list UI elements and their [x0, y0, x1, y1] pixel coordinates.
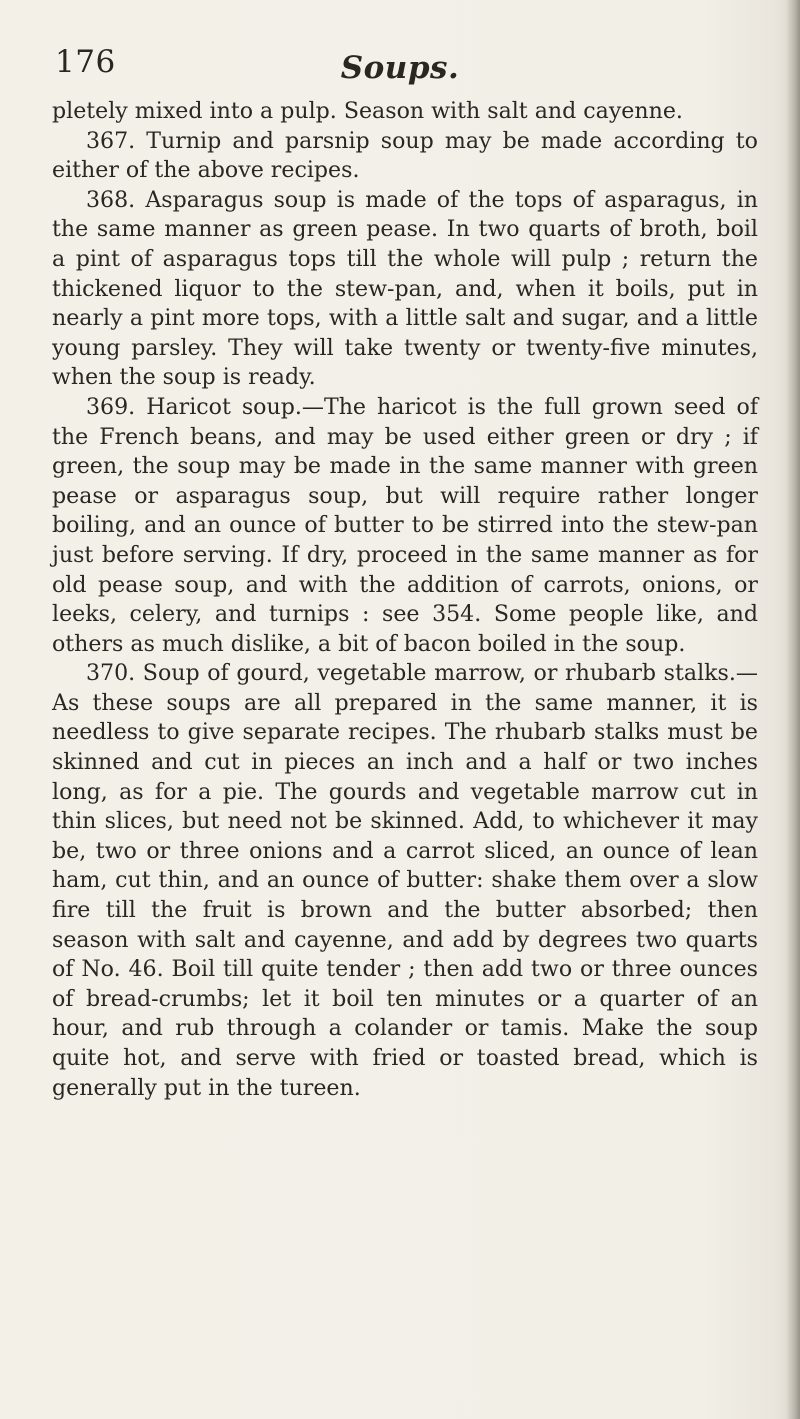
paragraph-368: 368. Asparagus soup is made of the tops of asparagus, in the same manner as green pease. In two quarts of broth, boil a pint of asparagus tops till the whole will pulp ; return the thickened liquor to the stew-pan, and, when it boils, put in nearly a pint more tops, with a little salt and sugar, and a little young parsley. They will take twenty or twenty-five minutes, when the soup is ready. — [52, 186, 758, 391]
paragraph-continuation: pletely mixed into a pulp. Season with salt and cayenne. — [52, 98, 683, 124]
paragraph-367: 367. Turnip and parsnip soup may be made according to either of the above recipes. — [52, 127, 758, 184]
paragraph-370: 370. Soup of gourd, vegetable marrow, or rhubarb stalks.—As these soups are all prepared in the same manner, it is needless to give separate recipes. The rhubarb stalks must be skinned and cut in pieces an inch and a half or two inches long, as for a pie. The gourds and vegetable marrow cut in thin slices, but need not be skinned. Add, to whichever it may be, two or three onions and a carrot sliced, an ounce of lean ham, cut thin, and an ounce of butter: shake them over a slow fire till the fruit is brown and the butter absorbed; then season with salt and cayenne, and add by degrees two quarts of No. 46. Boil till quite tender ; then add two or three ounces of bread-crumbs; let it boil ten minutes or a quarter of an hour, and rub through a colander or tamis. Make the soup quite hot, and serve with fried or toasted bread, which is generally put in the tureen. — [52, 660, 758, 1101]
page-edge-shadow — [786, 0, 800, 1419]
page-number: 176 — [55, 44, 116, 80]
running-title: Soups. — [340, 50, 460, 86]
page-body — [52, 97, 758, 1103]
paragraph-369: 369. Haricot soup.—The haricot is the full grown seed of the French beans, and may be used either green or dry ; if green, the soup may be made in the same manner with green pease or asparagus soup, but will require rather longer boiling, and an ounce of butter to be stirred into the stew-pan just before serving. If dry, proceed in the same manner as for old pease soup, and with the addition of carrots, onions, or leeks, celery, and turnips : see 354. Some people like, and others as much dislike, a bit of bacon boiled in the soup. — [52, 393, 758, 657]
